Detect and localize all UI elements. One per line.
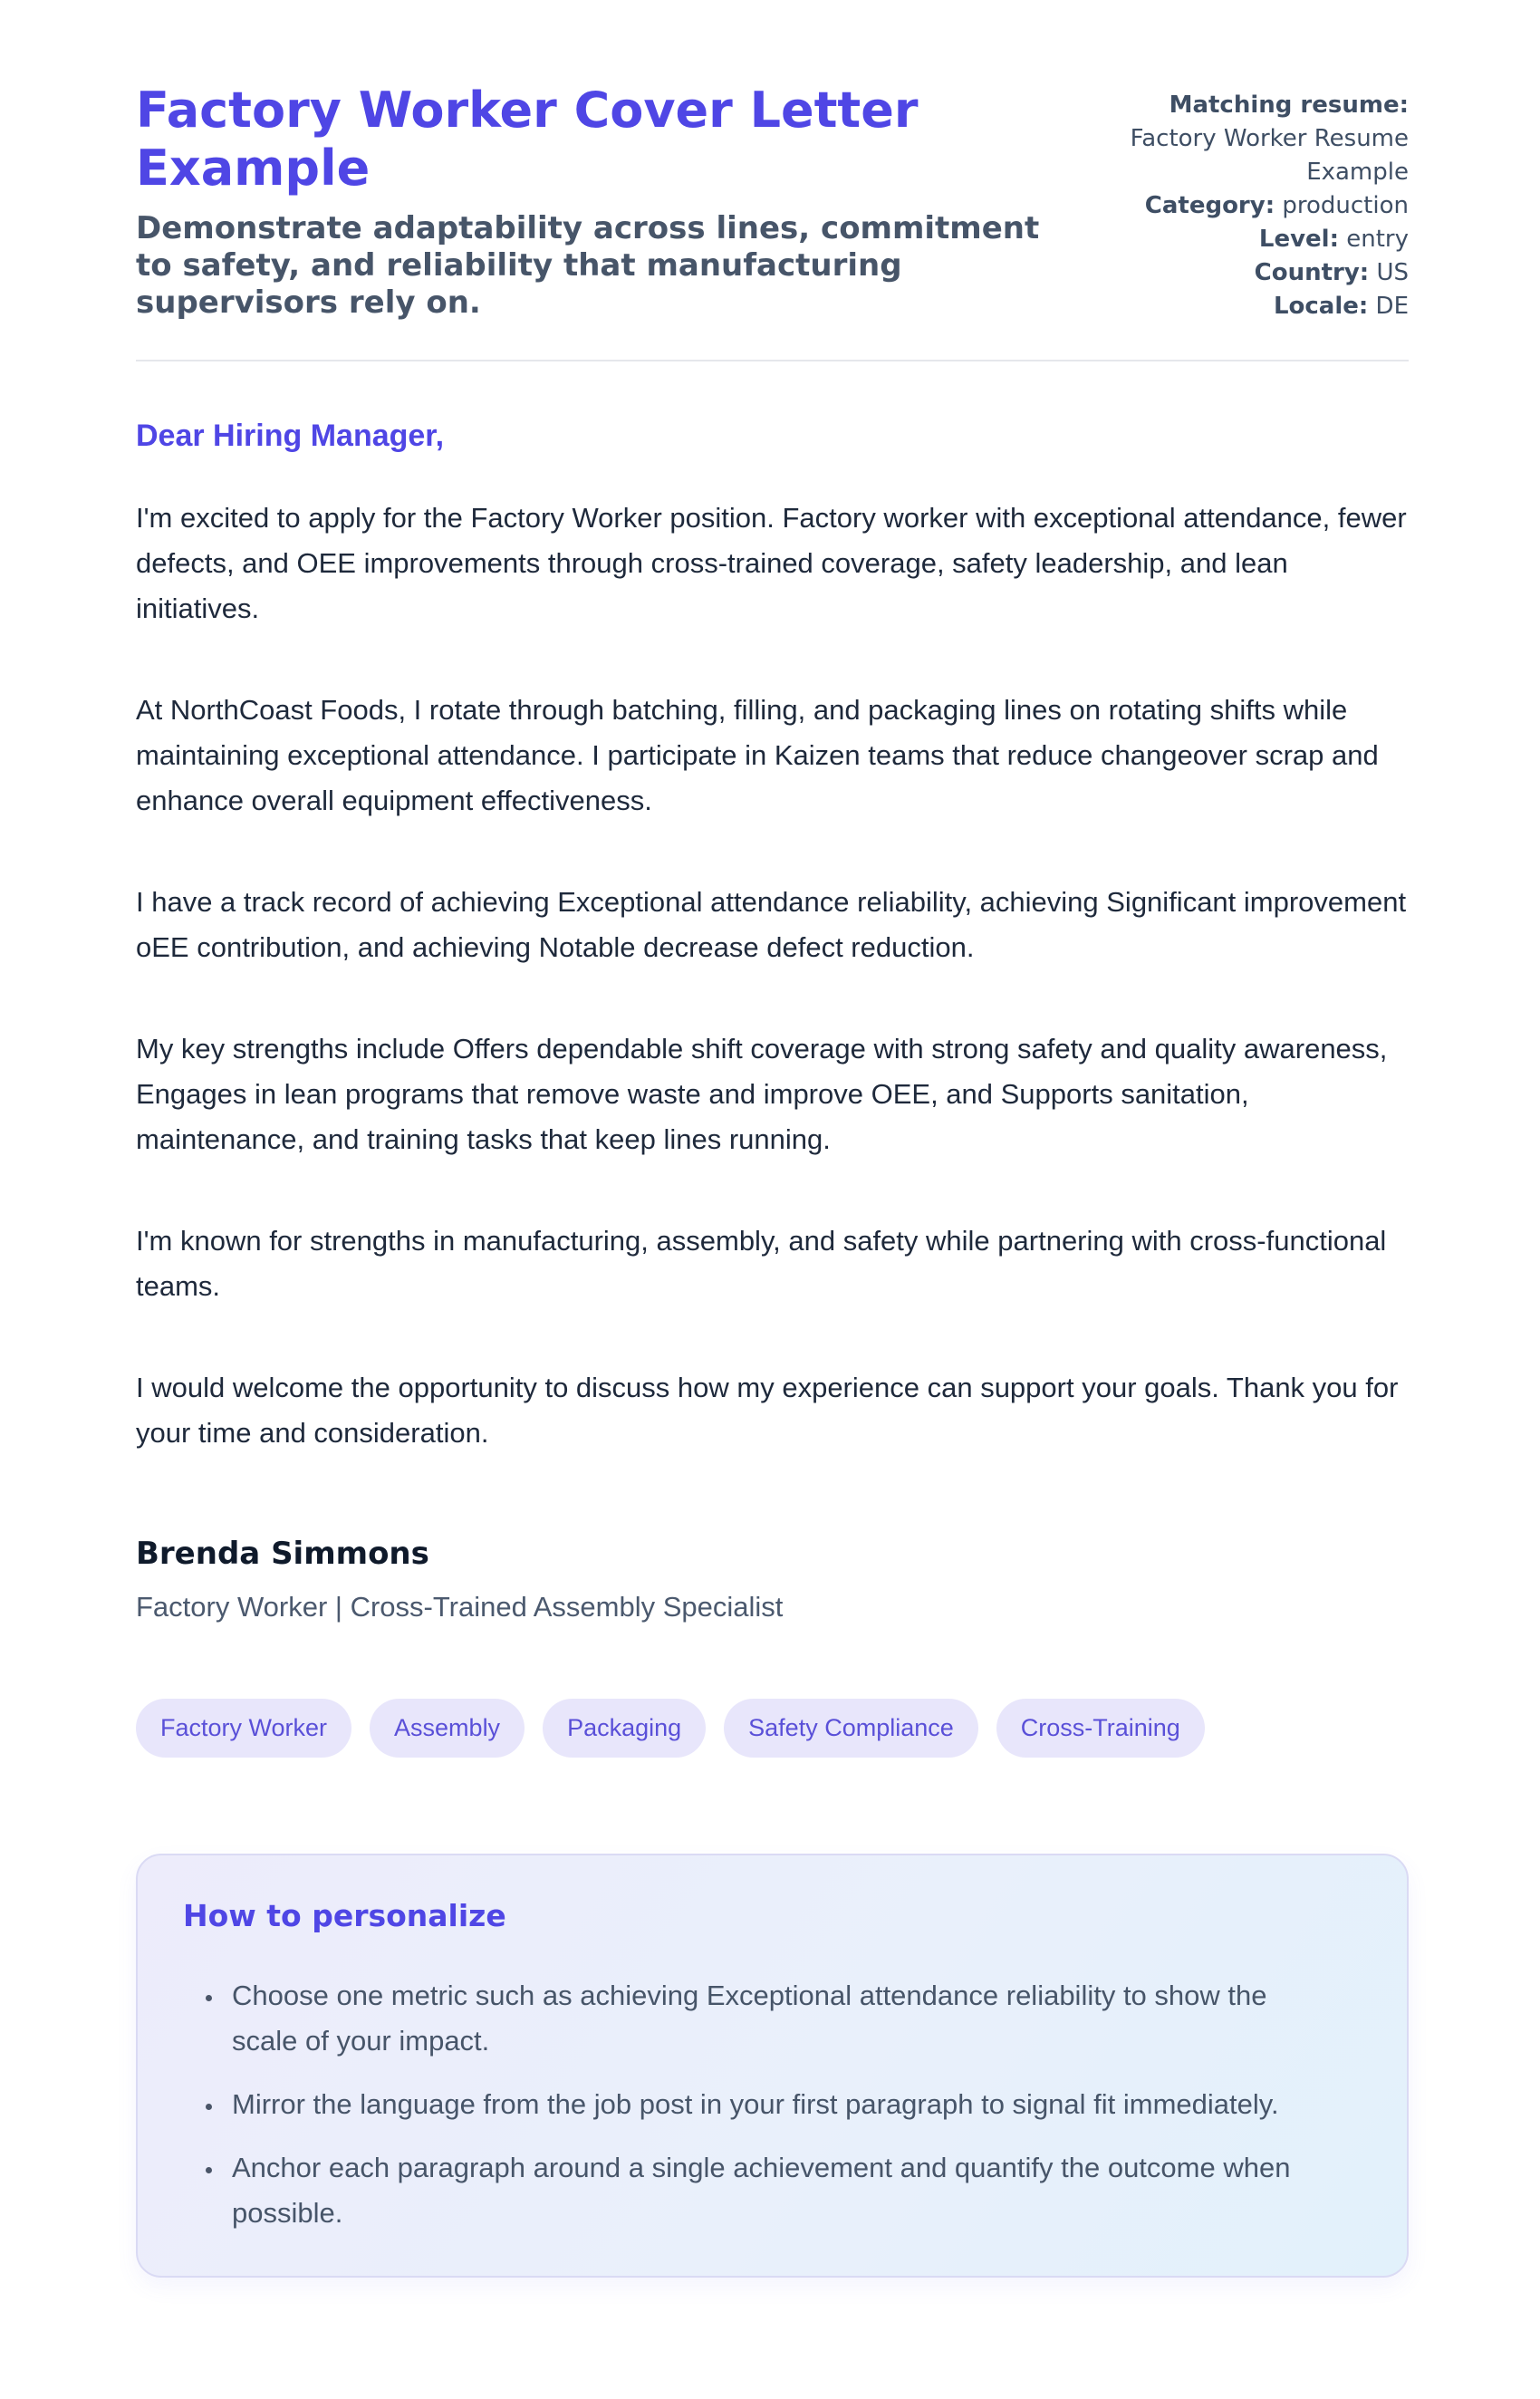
letter-paragraph: At NorthCoast Foods, I rotate through batching, filling, and packaging lines on rotating shifts while maintaining exceptional attendance. I participate in Kaizen teams that reduce changeover scrap and enhance overall equipment effectiveness.: [136, 694, 1379, 816]
meta-level-label: Level:: [1258, 226, 1339, 253]
tag-pill-safety-compliance[interactable]: Safety Compliance: [724, 1699, 978, 1758]
tag-pill-assembly[interactable]: Assembly: [370, 1699, 525, 1758]
letter-paragraph: I would welcome the opportunity to discuss how my experience can support your goals. Thank you for your time and consideration.: [136, 1372, 1399, 1449]
tag-pill-cross-training[interactable]: Cross-Training: [996, 1699, 1205, 1758]
personalize-bullet: • Mirror the language from the job post in your first paragraph to signal fit immediately.: [225, 2082, 1339, 2127]
letter-paragraph: I'm known for strengths in manufacturing, assembly, and safety while partnering with cross-functional teams.: [136, 1225, 1387, 1302]
meta-matching-resume-value: Factory Worker Resume Example: [1130, 125, 1409, 186]
meta-level: [1110, 223, 1409, 256]
header-title-block: [136, 82, 1069, 322]
meta-country-label: Country:: [1254, 259, 1370, 286]
resume-meta-block: [1110, 89, 1409, 323]
meta-country: [1110, 256, 1409, 290]
letter-paragraph: I'm excited to apply for the Factory Worker position. Factory worker with exceptional attendance, fewer defects, and OEE improvements through cross-trained coverage, safety leadership, and lean initiatives.: [136, 502, 1407, 624]
meta-category-value: production: [1282, 192, 1409, 219]
meta-locale: [1110, 290, 1409, 323]
meta-locale-label: Locale:: [1273, 293, 1369, 320]
page-subtitle: Demonstrate adaptability across lines, commitment to safety, and reliability that manufacturing supervisors rely on.: [136, 210, 1040, 321]
personalize-bullet: • Anchor each paragraph around a single achievement and quantify the outcome when possible.: [225, 2145, 1339, 2236]
meta-locale-value: DE: [1375, 293, 1409, 320]
meta-country-value: US: [1376, 259, 1409, 286]
signature-name: Brenda Simmons: [136, 1536, 429, 1572]
tag-pill-factory-worker[interactable]: Factory Worker: [136, 1699, 351, 1758]
personalize-bullet: • Choose one metric such as achieving Exceptional attendance reliability to show the scale of your impact.: [225, 1973, 1339, 2064]
meta-level-value: entry: [1346, 226, 1409, 253]
tag-pill-packaging[interactable]: Packaging: [543, 1699, 706, 1758]
letter-paragraph: My key strengths include Offers dependable shift coverage with strong safety and quality awareness, Engages in lean programs that remove waste and improve OEE, and Supports sanitation, maintenance, and training tasks that keep lines running.: [136, 1033, 1388, 1155]
personalize-bullet-list: [183, 1973, 1362, 2236]
page-header: [136, 82, 1409, 323]
meta-category-label: Category:: [1144, 192, 1275, 219]
meta-matching-resume-label: Matching resume:: [1169, 92, 1409, 119]
personalize-card-title: How to personalize: [183, 1898, 506, 1933]
signature-role: Factory Worker | Cross-Trained Assembly Specialist: [136, 1591, 784, 1623]
tag-pill-row: [136, 1699, 1409, 1758]
letter-paragraph: I have a track record of achieving Exceptional attendance reliability, achieving Significant improvement oEE contribution, and achieving Notable decrease defect reduction.: [136, 886, 1407, 963]
how-to-personalize-card: [136, 1854, 1409, 2278]
letter-greeting: Dear Hiring Manager,: [136, 419, 445, 453]
page-title: Factory Worker Cover Letter Example: [136, 82, 919, 197]
meta-matching-resume: [1110, 89, 1409, 189]
meta-category: [1110, 189, 1409, 223]
letter-body: [136, 418, 1409, 1626]
header-divider: [136, 360, 1409, 361]
cover-letter-page: [136, 0, 1409, 2278]
